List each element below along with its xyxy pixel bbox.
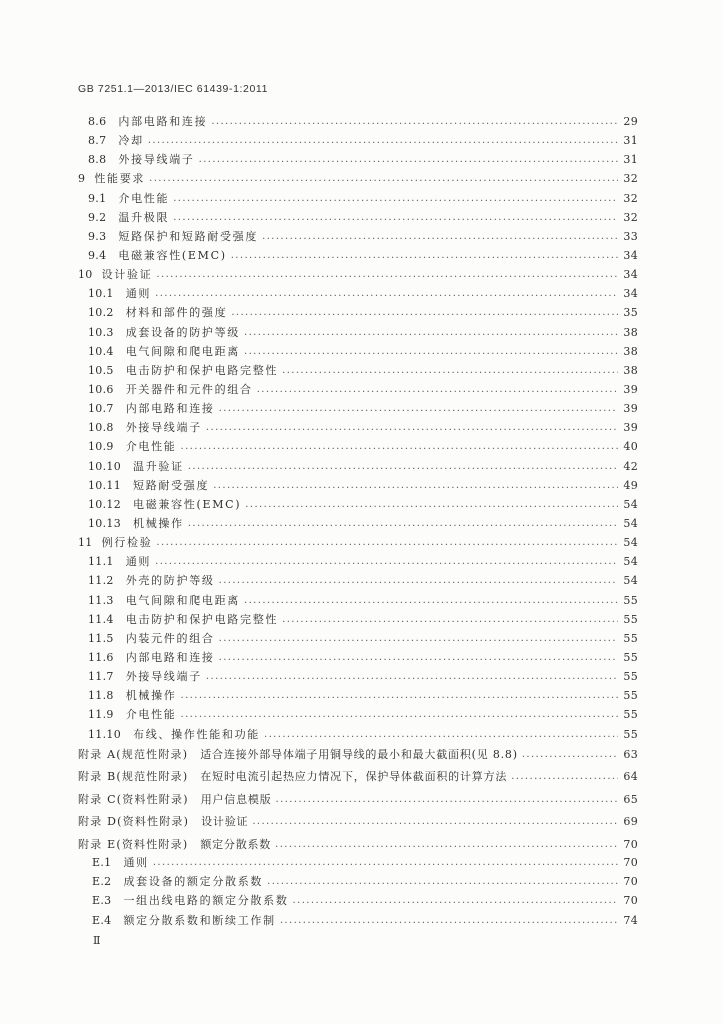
- entry-page: 54: [623, 516, 638, 530]
- leader-dots: [188, 457, 618, 476]
- entry-number: 8.8: [88, 153, 107, 167]
- leader-dots: [153, 853, 618, 872]
- toc-entry: [78, 629, 638, 648]
- toc-entry: [78, 150, 638, 169]
- toc-entry: [78, 284, 638, 303]
- entry-page: 32: [623, 191, 638, 205]
- entry-number: E.3: [92, 894, 112, 908]
- entry-page: 54: [623, 536, 638, 550]
- entry-page: 33: [623, 229, 638, 243]
- annex-title: 额定分散系数: [200, 837, 272, 851]
- entry-title: 介电性能: [118, 191, 170, 205]
- entry-number: 10.5: [88, 363, 114, 377]
- entry-title: 通则: [125, 287, 152, 301]
- toc-entry: [78, 208, 638, 227]
- entry-page: 55: [623, 708, 638, 722]
- entry-title: 电磁兼容性(EMC): [133, 497, 242, 511]
- entry-page: 55: [623, 689, 638, 703]
- entry-title: 短路保护和短路耐受强度: [118, 229, 259, 243]
- entry-title: 温升验证: [133, 459, 184, 473]
- entry-number: 9.4: [88, 248, 107, 262]
- entry-page: 64: [623, 770, 638, 784]
- entry-page: 69: [623, 815, 638, 829]
- entry-page: 38: [623, 363, 638, 377]
- entry-page: 39: [623, 382, 638, 396]
- entry-page: 63: [623, 747, 638, 761]
- toc-entry: [78, 725, 638, 744]
- entry-page: 42: [623, 459, 638, 473]
- leader-dots: [280, 911, 618, 930]
- entry-number: 11.5: [88, 631, 114, 645]
- entry-page: 74: [623, 913, 638, 927]
- entry-number: 11.6: [88, 650, 114, 664]
- toc-entry: [78, 571, 638, 590]
- entry-page: 65: [623, 792, 638, 806]
- entry-title: 介电性能: [125, 440, 177, 454]
- leader-dots: [188, 514, 618, 533]
- entry-page: 29: [623, 115, 638, 128]
- entry-title: 成套设备的防护等级: [125, 325, 241, 339]
- entry-title: 短路耐受强度: [133, 478, 210, 492]
- toc-annex-entry: [78, 744, 638, 767]
- entry-title: 电击防护和保护电路完整性: [125, 612, 279, 626]
- leader-dots: [511, 766, 618, 789]
- entry-number: 10.4: [88, 344, 114, 358]
- entry-title: 内部电路和连接: [118, 115, 208, 128]
- entry-page: 55: [623, 727, 638, 741]
- toc-chapter-entry: [78, 533, 638, 552]
- annex-type: (规范性附录): [116, 747, 189, 761]
- entry-number: 10.2: [88, 306, 114, 320]
- leader-dots: [262, 227, 618, 246]
- toc-entry: [78, 112, 638, 131]
- entry-number: 11.3: [88, 593, 114, 607]
- entry-title: 机械操作: [133, 516, 184, 530]
- annex-type: (规范性附录): [116, 770, 189, 784]
- entry-page: 54: [623, 574, 638, 588]
- toc-entry: [78, 705, 638, 724]
- leader-dots: [206, 418, 618, 437]
- toc-entry: [78, 514, 638, 533]
- entry-number: 11.7: [88, 670, 114, 684]
- leader-dots: [181, 686, 618, 705]
- entry-page: 55: [623, 631, 638, 645]
- leader-dots: [206, 667, 618, 686]
- annex-label: 附录 C: [78, 792, 117, 806]
- annex-label: 附录 A: [78, 747, 117, 761]
- leader-dots: [149, 169, 618, 188]
- leader-dots: [155, 284, 618, 303]
- entry-page: 54: [623, 555, 638, 569]
- leader-dots: [156, 533, 618, 552]
- toc-entry: [78, 552, 638, 571]
- entry-number: E.2: [92, 875, 112, 889]
- entry-page: 35: [623, 306, 638, 320]
- toc-entry: [78, 667, 638, 686]
- annex-type: (资料性附录): [117, 815, 190, 829]
- standard-code-header: GB 7251.1—2013/IEC 61439-1:2011: [78, 83, 269, 95]
- entry-number: 11.8: [88, 689, 114, 703]
- toc-entry: [78, 476, 638, 495]
- leader-dots: [522, 744, 618, 767]
- leader-dots: [213, 476, 618, 495]
- annex-e-clauses: [78, 853, 638, 930]
- table-of-contents: [78, 112, 638, 930]
- entry-title: 例行检验: [101, 536, 153, 550]
- entry-number: 11.10: [88, 727, 121, 741]
- entry-title: 性能要求: [94, 172, 146, 186]
- entry-title: 布线、操作性能和功能: [133, 727, 260, 741]
- entry-page: 31: [623, 153, 638, 167]
- toc-entry: [78, 131, 638, 150]
- annex-title: 适合连接外部导体端子用铜导线的最小和最大截面积(见 8.8): [200, 747, 518, 761]
- entry-number: 8.6: [88, 115, 107, 128]
- entry-number: 10.10: [88, 459, 121, 473]
- entry-title: 通则: [123, 856, 149, 870]
- entry-title: 外接导线端子: [125, 670, 202, 684]
- entry-page: 31: [623, 134, 638, 148]
- entry-page: 70: [623, 856, 638, 870]
- entry-title: 成套设备的额定分散系数: [123, 875, 264, 889]
- entry-title: 冷却: [118, 134, 144, 148]
- entry-title: 通则: [125, 555, 152, 569]
- toc-entry: [78, 303, 638, 322]
- toc-entry: [78, 853, 638, 872]
- entry-page: 34: [623, 268, 638, 282]
- toc-entry: [78, 361, 638, 380]
- entry-title: 开关器件和元件的组合: [125, 382, 253, 396]
- entry-page: 39: [623, 421, 638, 435]
- entry-title: 介电性能: [125, 708, 177, 722]
- leader-dots: [219, 648, 618, 667]
- leader-dots: [257, 380, 618, 399]
- toc-chapter-entry: [78, 265, 638, 284]
- entry-title: 电气间隙和爬电距离: [125, 344, 241, 358]
- entry-number: 10.11: [88, 478, 121, 492]
- toc-entry: [78, 246, 638, 265]
- entry-number: 10.3: [88, 325, 114, 339]
- entry-title: 电击防护和保护电路完整性: [125, 363, 279, 377]
- leader-dots: [148, 131, 618, 150]
- leader-dots: [199, 150, 618, 169]
- entry-page: 34: [623, 248, 638, 262]
- toc-entry: [78, 342, 638, 361]
- leader-dots: [244, 342, 618, 361]
- entry-number: 11: [78, 536, 93, 550]
- toc-chapter-entry: [78, 169, 638, 188]
- leader-dots: [173, 189, 618, 208]
- entry-page: 70: [623, 894, 638, 908]
- entry-number: 10.1: [88, 287, 114, 301]
- leader-dots: [181, 705, 618, 724]
- entry-title: 电气间隙和爬电距离: [125, 593, 241, 607]
- entry-title: 电磁兼容性(EMC): [118, 248, 227, 262]
- leader-dots: [173, 208, 618, 227]
- leader-dots: [219, 571, 618, 590]
- entry-number: 10.13: [88, 516, 121, 530]
- annex-title: 在短时电流引起热应力情况下，保护导体截面积的计算方法: [200, 770, 508, 784]
- toc-entry: [78, 380, 638, 399]
- leader-dots: [219, 629, 618, 648]
- entry-page: 38: [623, 325, 638, 339]
- toc-entry: [78, 872, 638, 891]
- entry-page: 32: [623, 210, 638, 224]
- leader-dots: [231, 246, 618, 265]
- toc-entry: [78, 495, 638, 514]
- entry-page: 55: [623, 650, 638, 664]
- entry-title: 外壳的防护等级: [125, 574, 215, 588]
- leader-dots: [245, 495, 618, 514]
- entry-page: 40: [623, 440, 638, 454]
- toc-entry: [78, 457, 638, 476]
- entry-number: E.1: [92, 856, 112, 870]
- entry-number: 10.8: [88, 421, 114, 435]
- entry-number: 8.7: [88, 134, 107, 148]
- entry-title: 机械操作: [125, 689, 177, 703]
- leader-dots: [276, 789, 618, 812]
- toc-entry: [78, 437, 638, 456]
- leader-dots: [219, 399, 618, 418]
- annex-title: 设计验证: [201, 815, 249, 829]
- entry-number: 10: [78, 268, 93, 282]
- leader-dots: [293, 891, 618, 910]
- entry-title: 内部电路和连接: [125, 650, 215, 664]
- toc-entry: [78, 227, 638, 246]
- entry-title: 内部电路和连接: [125, 402, 215, 416]
- leader-dots: [231, 303, 618, 322]
- leader-dots: [156, 265, 618, 284]
- entry-title: 额定分散系数和断续工作制: [123, 913, 276, 927]
- leader-dots: [282, 610, 618, 629]
- entry-number: 9.1: [88, 191, 107, 205]
- toc-entry: [78, 648, 638, 667]
- entry-title: 温升极限: [118, 210, 170, 224]
- annex-label: 附录 E: [78, 837, 117, 851]
- entry-number: 10.7: [88, 402, 114, 416]
- leader-dots: [244, 591, 618, 610]
- entry-number: 9.3: [88, 229, 107, 243]
- entry-title: 材料和部件的强度: [125, 306, 228, 320]
- toc-entry: [78, 891, 638, 910]
- toc-entry: [78, 418, 638, 437]
- leader-dots: [252, 811, 618, 834]
- page-number-footer: Ⅱ: [93, 934, 101, 947]
- entry-page: 34: [623, 287, 638, 301]
- entry-page: 70: [623, 875, 638, 889]
- entry-page: 49: [623, 478, 638, 492]
- toc-entry: [78, 686, 638, 705]
- entry-number: 11.2: [88, 574, 114, 588]
- toc-annex-entry: [78, 811, 638, 834]
- leader-dots: [211, 112, 618, 131]
- entry-title: 外接导线端子: [118, 153, 195, 167]
- entry-number: 9.2: [88, 210, 107, 224]
- entry-page: 70: [623, 837, 638, 851]
- leader-dots: [244, 323, 618, 342]
- toc-entry: [78, 591, 638, 610]
- entry-number: 10.12: [88, 497, 121, 511]
- entry-page: 55: [623, 593, 638, 607]
- annex-type: (资料性附录): [116, 792, 189, 806]
- entry-title: 一组出线电路的额定分散系数: [123, 894, 289, 908]
- entry-number: 11.4: [88, 612, 114, 626]
- entry-number: 9: [78, 172, 86, 186]
- entry-title: 外接导线端子: [125, 421, 202, 435]
- toc-annex-entry: [78, 789, 638, 812]
- entry-page: 32: [623, 172, 638, 186]
- toc-entry: [78, 911, 638, 930]
- entry-number: 10.6: [88, 382, 114, 396]
- entry-page: 55: [623, 670, 638, 684]
- annex-label: 附录 B: [78, 770, 117, 784]
- toc-entry: [78, 610, 638, 629]
- entry-title: 内装元件的组合: [125, 631, 215, 645]
- annex-title: 用户信息模版: [200, 792, 272, 806]
- entry-number: 11.1: [88, 555, 114, 569]
- entry-number: 10.9: [88, 440, 114, 454]
- entry-page: 38: [623, 344, 638, 358]
- leader-dots: [155, 552, 618, 571]
- entry-number: E.4: [92, 913, 112, 927]
- leader-dots: [264, 725, 618, 744]
- toc-annex-entry: [78, 766, 638, 789]
- toc-entry: [78, 323, 638, 342]
- annex-type: (资料性附录): [116, 837, 189, 851]
- toc-entry: [78, 189, 638, 208]
- entry-page: 54: [623, 497, 638, 511]
- toc-entry: [78, 399, 638, 418]
- entry-page: 55: [623, 612, 638, 626]
- entry-page: 39: [623, 402, 638, 416]
- entry-number: 11.9: [88, 708, 114, 722]
- leader-dots: [267, 872, 618, 891]
- entry-title: 设计验证: [101, 268, 153, 282]
- annex-label: 附录 D: [78, 815, 118, 829]
- leader-dots: [282, 361, 618, 380]
- leader-dots: [181, 437, 618, 456]
